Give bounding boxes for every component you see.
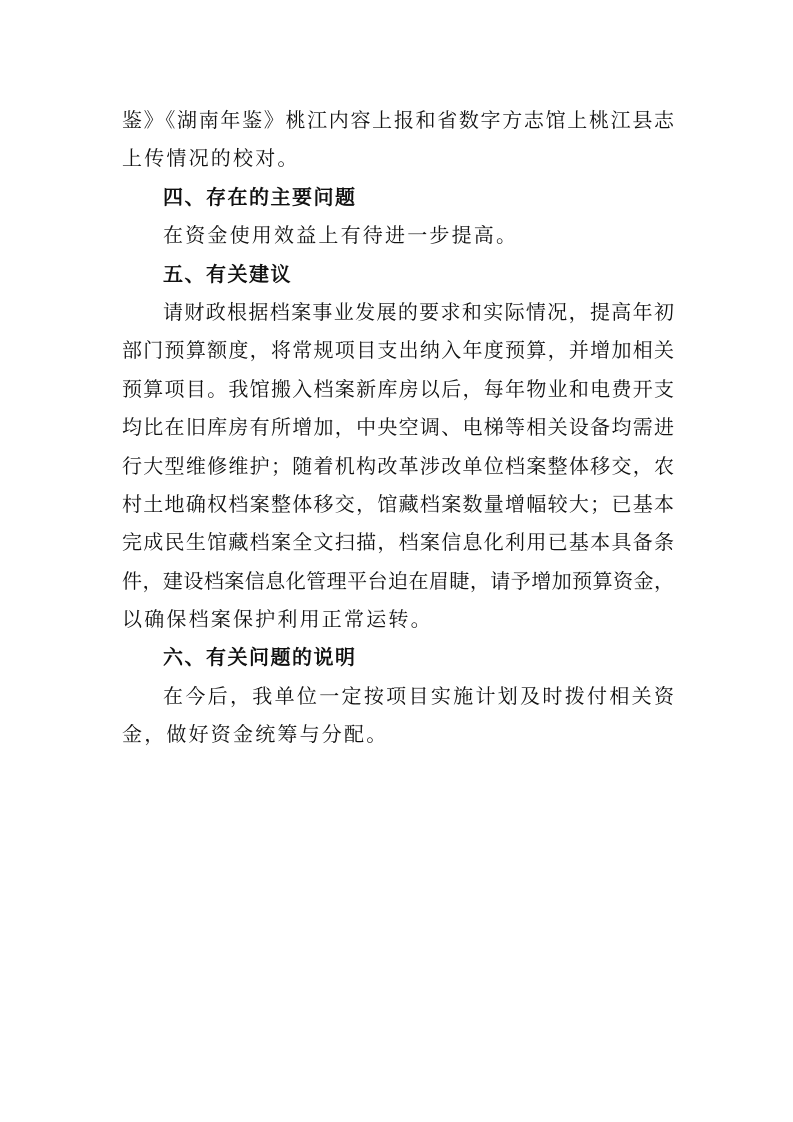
body-line: 村土地确权档案整体移交，馆藏档案数量增幅较大；已基本 [122, 491, 674, 516]
body-line: 鉴》《湖南年鉴》桃江内容上报和省数字方志馆上桃江县志 [122, 108, 674, 132]
document-body [122, 101, 674, 754]
body-line: 上传情况的校对。 [122, 146, 300, 171]
body-line: 均比在旧库房有所增加，中央空调、电梯等相关设备均需进 [122, 415, 674, 440]
section-heading-5: 五、有关建议 [163, 261, 292, 286]
body-line: 以确保档案保护利用正常运转。 [122, 607, 433, 632]
body-line: 完成民生馆藏档案全文扫描，档案信息化利用已基本具备条 [122, 530, 674, 555]
body-line: 预算项目。我馆搬入档案新库房以后，每年物业和电费开支 [122, 376, 674, 401]
body-line: 行大型维修维护；随着机构改革涉改单位档案整体移交，农 [122, 453, 674, 478]
section-heading-4: 四、存在的主要问题 [163, 184, 357, 209]
body-line: 部门预算额度，将常规项目支出纳入年度预算，并增加相关 [122, 338, 674, 363]
section-heading-6: 六、有关问题的说明 [163, 645, 357, 670]
body-line: 在今后，我单位一定按项目实施计划及时拨付相关资 [163, 683, 674, 708]
body-line: 件，建设档案信息化管理平台迫在眉睫，请予增加预算资金， [122, 568, 674, 593]
body-paragraph: 在资金使用效益上有待进一步提高。 [163, 223, 519, 248]
body-line: 请财政根据档案事业发展的要求和实际情况，提高年初 [163, 299, 674, 324]
body-line: 金，做好资金统筹与分配。 [122, 722, 389, 747]
